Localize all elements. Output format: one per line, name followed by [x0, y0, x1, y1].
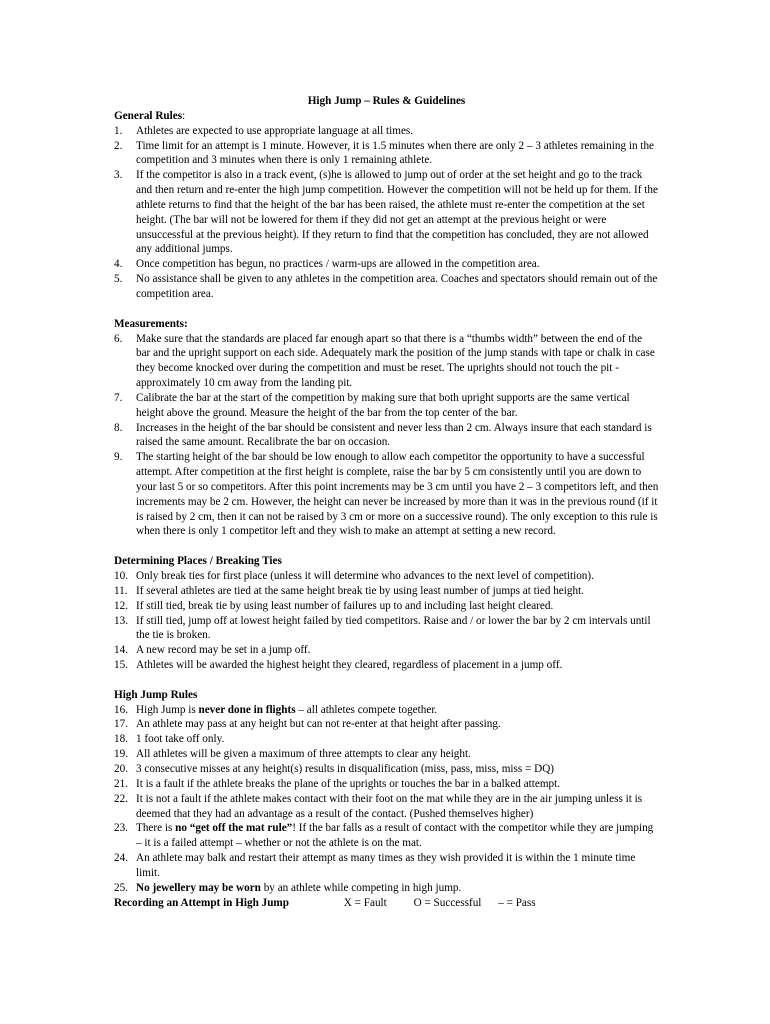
general-rules-list: [114, 124, 659, 302]
rule-text: Increases in the height of the bar should be consistent and never less than 2 cm. Always insure that each standard is raised the same amount. Recalibrate the bar on occasion.: [136, 421, 652, 449]
rule-text: 3 consecutive misses at any height(s) results in disqualification (miss, pass, miss, miss = DQ): [136, 762, 555, 775]
rule-item: [114, 747, 659, 762]
rule-number: 6.: [114, 332, 123, 345]
rule-item: [114, 643, 659, 658]
rule-text: ! If the bar falls as a result of contact with the competitor while they are jumping – it is a failed attempt – whether or not the athlete is on the mat.: [136, 822, 654, 850]
rule-item: [114, 851, 659, 881]
rule-text: If still tied, jump off at lowest height failed by tied competitors. Raise and / or lower the bar by 2 cm intervals until the tie is broken.: [136, 614, 651, 642]
rule-number: 4.: [114, 258, 123, 271]
rule-number: 2.: [114, 139, 123, 152]
rule-number: 18.: [114, 733, 128, 746]
rule-text: All athletes will be given a maximum of three attempts to clear any height.: [136, 748, 471, 761]
rule-number: 8.: [114, 421, 123, 434]
section-spacer: [114, 673, 659, 688]
rule-number: 20.: [114, 762, 128, 775]
rule-number: 1.: [114, 124, 123, 137]
rule-number: 12.: [114, 599, 128, 612]
rule-text: by an athlete while competing in high jump.: [260, 881, 462, 894]
determining-places-heading: Determining Places / Breaking Ties: [114, 555, 282, 568]
rule-number: 19.: [114, 748, 128, 761]
rule-number: 25.: [114, 881, 128, 894]
legend-successful: O = Successful: [413, 896, 482, 909]
rule-item: [114, 257, 659, 272]
rule-text: Calibrate the bar at the start of the competition by making sure that both upright supports are the same vertical height above the ground. Measure the height of the bar from the top center of the bar.: [136, 391, 630, 419]
rule-text: An athlete may balk and restart their attempt as many times as they wish provided it is within the 1 minute time limit.: [136, 852, 636, 879]
rule-item: [114, 168, 659, 257]
rule-emphasis: No jewellery may be worn: [136, 881, 261, 894]
rule-text: 1 foot take off only.: [136, 733, 225, 746]
rule-item: [114, 124, 659, 139]
rule-text: It is a fault if the athlete breaks the plane of the uprights or touches the bar in a balked attempt.: [136, 777, 561, 790]
rule-item: [114, 332, 659, 391]
rule-text: High Jump is: [136, 703, 199, 716]
rule-number: 9.: [114, 451, 123, 464]
rule-number: 15.: [114, 659, 128, 672]
rule-text: Only break ties for first place (unless it will determine who advances to the next level of competition).: [136, 570, 594, 582]
rule-number: 24.: [114, 852, 128, 865]
rule-item: [114, 421, 659, 451]
rule-item: [114, 777, 659, 792]
rule-text: Make sure that the standards are placed far enough apart so that there is a “thumbs width” between the end of the bar and the upright support on each side. Adequately mark the position of the jump stands with tape or chalk in case they become knocked over during the competition and must be reset. The uprights should not touch the pit - approximately 10 cm away from the landing pit.: [136, 332, 655, 390]
rule-item: [114, 391, 659, 421]
measurements-heading: Measurements:: [114, 317, 188, 330]
rule-text: Athletes are expected to use appropriate language at all times.: [136, 124, 414, 137]
section-spacer: [114, 539, 659, 554]
rule-text: Athletes will be awarded the highest height they cleared, regardless of placement in a jump off.: [136, 659, 563, 672]
rule-number: 13.: [114, 614, 128, 627]
rule-item: [114, 272, 659, 302]
rule-text: There is: [136, 822, 176, 835]
rule-number: 7.: [114, 391, 123, 404]
rule-number: 17.: [114, 718, 128, 731]
high-jump-rules-heading: High Jump Rules: [114, 688, 198, 701]
rule-number: 16.: [114, 703, 128, 716]
rule-item: [114, 881, 659, 896]
rule-text: If still tied, break tie by using least number of failures up to and including last height cleared.: [136, 599, 554, 612]
rule-number: 3.: [114, 169, 123, 182]
general-rules-heading-colon: :: [182, 109, 186, 122]
rule-number: 5.: [114, 273, 123, 286]
rule-item: [114, 599, 659, 614]
document-title: High Jump – Rules & Guidelines: [307, 95, 466, 107]
rule-text: If several athletes are tied at the same height break tie by using least number of jumps at tied height.: [136, 584, 584, 597]
rule-item: [114, 139, 659, 169]
rule-number: 10.: [114, 570, 128, 582]
rule-text: – all athletes compete together.: [295, 703, 438, 716]
rule-item: [114, 792, 659, 822]
legend-pass: – = Pass: [498, 896, 536, 909]
rules-document: [114, 94, 659, 910]
legend-fault: X = Fault: [343, 896, 387, 909]
rule-number: 11.: [114, 584, 128, 597]
recording-legend-label: Recording an Attempt in High Jump: [114, 896, 289, 909]
measurements-list: [114, 332, 659, 540]
rule-item: [114, 821, 659, 851]
rule-item: [114, 703, 659, 718]
rule-text: A new record may be set in a jump off.: [136, 644, 311, 657]
rule-text: Time limit for an attempt is 1 minute. However, it is 1.5 minutes when there are only 2 – 3 athletes remaining in the competition and 3 minutes when there is only 1 remaining athlete.: [136, 139, 655, 167]
rule-text: An athlete may pass at any height but can not re-enter at that height after passing.: [136, 718, 501, 731]
rule-text: Once competition has begun, no practices / warm-ups are allowed in the competition area.: [136, 258, 540, 271]
rule-item: [114, 614, 659, 644]
rule-number: 23.: [114, 822, 128, 835]
rule-text: No assistance shall be given to any athletes in the competition area. Coaches and spectators should remain out of the competition area.: [136, 273, 658, 300]
rule-text: If the competitor is also in a track event, (s)he is allowed to jump out of order at the set height and go to the track and then return and re-enter the high jump competition. However the competition will not be held up for them. If the athlete returns to find that the height of the bar has been raised, the athlete must re-enter the competition at the set height. (The bar will not be lowered for them if they did not get an attempt at the previous height or were unsuccessful at the previous height). If they return to find that the competition has concluded, they are not allowed any additional jumps.: [136, 169, 658, 256]
general-rules-heading-text: General Rules: [114, 109, 183, 122]
high-jump-rules-list: [114, 703, 659, 896]
rule-emphasis: never done in flights: [198, 703, 296, 716]
general-rules-heading: [114, 109, 659, 124]
rule-number: 14.: [114, 644, 128, 657]
rule-number: 21.: [114, 777, 128, 790]
rule-text: The starting height of the bar should be low enough to allow each competitor the opportunity to have a successful attempt. After competition at the first height is complete, raise the bar by 5 cm consistently until you are down to your last 5 or so competitors. After this point increments may be 3 cm until you have 2 – 3 competitors left, and then increments may be 2 cm. However, the height can never be increased by more than it was in the previous round (if it is raised by 2 cm, then it can not be raised by 3 cm or more on a successive round). The only exception to this rule is when there is only 1 competitor left and they wish to make an attempt at setting a new record.: [136, 451, 659, 538]
rule-item: [114, 584, 659, 599]
rule-item: [114, 450, 659, 539]
rule-number: 22.: [114, 792, 128, 805]
rule-item: [114, 762, 659, 777]
determining-places-list: [114, 569, 659, 673]
rule-item: [114, 569, 659, 584]
section-spacer: [114, 302, 659, 317]
rule-item: [114, 658, 659, 673]
rule-emphasis: no “get off the mat rule”: [175, 822, 293, 835]
rule-item: [114, 732, 659, 747]
recording-legend: [114, 896, 659, 911]
rule-text: It is not a fault if the athlete makes contact with their foot on the mat while they are in the air jumping unless it is deemed that they had an advantage as a result of the contact. (Pushed themselves higher): [136, 792, 643, 820]
rule-item: [114, 717, 659, 732]
